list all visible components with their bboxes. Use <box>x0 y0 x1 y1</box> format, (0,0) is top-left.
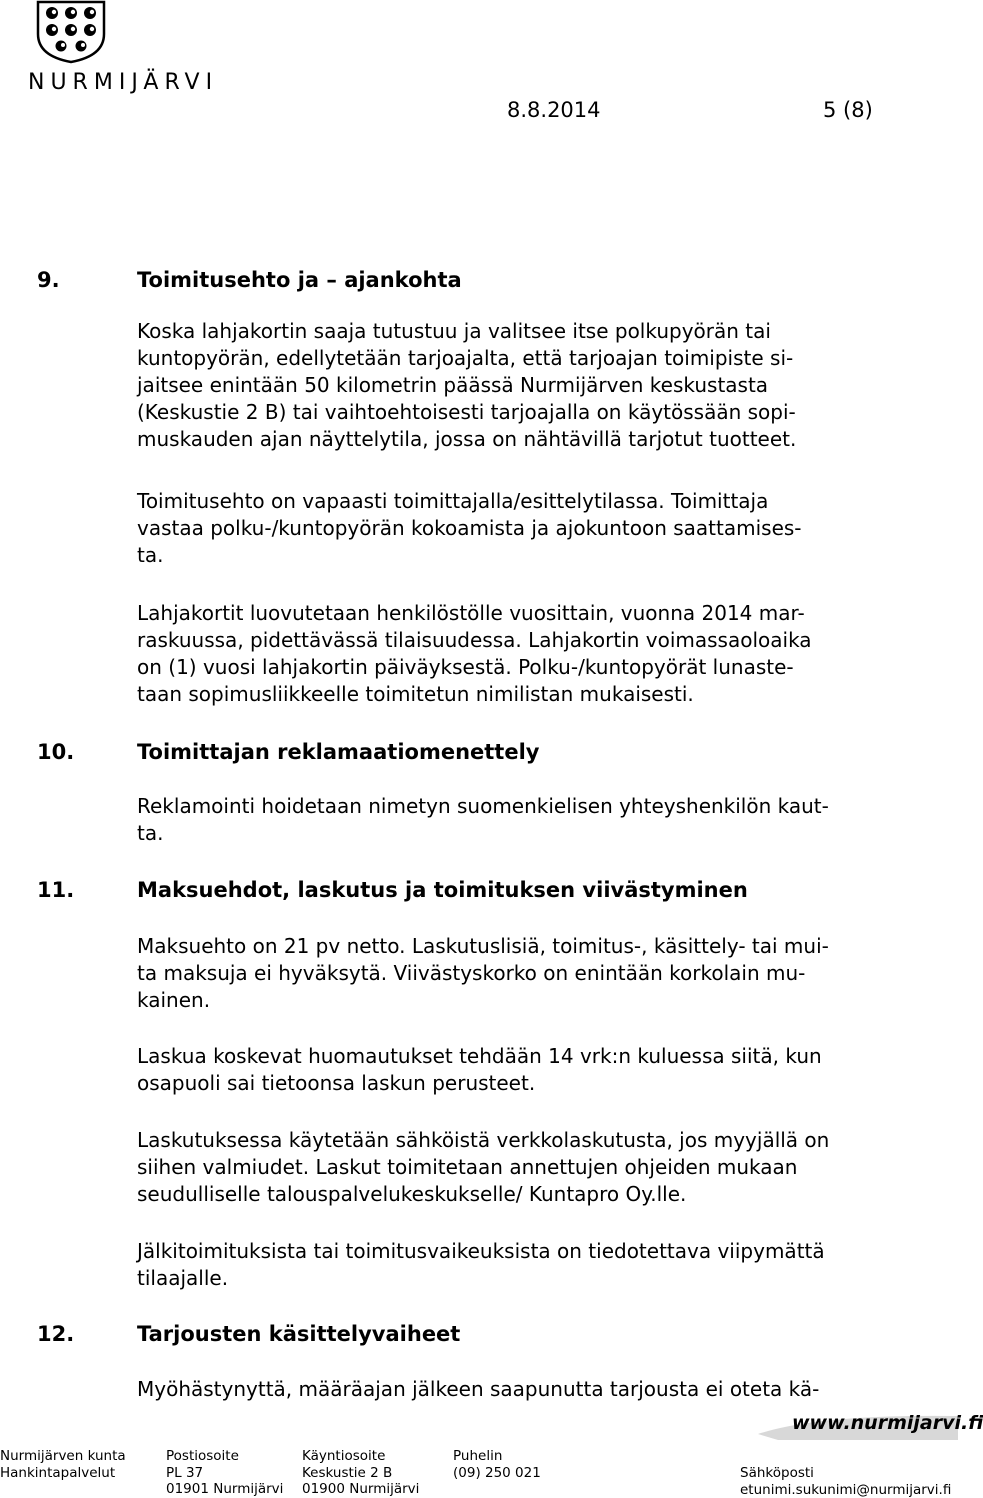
section-12-title: Tarjousten käsittelyvaiheet <box>137 1322 461 1346</box>
section-9-paragraph-3: Lahjakortit luovutetaan henkilöstölle vuosittain, vuonna 2014 mar- raskuussa, pidettävässä tilaisuudessa. Lahjakortin voimassaoloaika on (1) vuosi lahjakortin päiväyksestä. Polku-/kuntopyörät lunaste- taan sopimusliikkeelle toimitetun nimilistan mukaisesti. <box>137 601 812 706</box>
section-10-number: 10. <box>37 740 75 764</box>
section-11-paragraph-3: Laskutuksessa käytetään sähköistä verkkolaskutusta, jos myyjällä on siihen valmiudet. Laskut toimitetaan annettujen ohjeiden mukaan seudulliselle talouspalvelukeskukselle/ Kuntapro Oy.lle. <box>137 1128 830 1206</box>
section-9-number: 9. <box>37 268 60 292</box>
coat-of-arms-icon <box>34 0 108 64</box>
footer-visiting-address: Käyntiosoite Keskustie 2 B 01900 Nurmijärvi <box>302 1448 420 1497</box>
brand-wordmark: NURMIJÄRVI <box>28 70 219 95</box>
footer-postal-address: Postiosoite PL 37 01901 Nurmijärvi <box>166 1448 284 1497</box>
document-date: 8.8.2014 <box>507 98 601 122</box>
nurmijarvi-logo <box>28 0 258 100</box>
section-9-title: Toimitusehto ja – ajankohta <box>137 268 462 292</box>
section-11-paragraph-2: Laskua koskevat huomautukset tehdään 14 vrk:n kuluessa siitä, kun osapuoli sai tietoonsa laskun perusteet. <box>137 1044 822 1095</box>
section-10-paragraph-1: Reklamointi hoidetaan nimetyn suomenkielisen yhteyshenkilön kaut- ta. <box>137 794 829 845</box>
section-11-number: 11. <box>37 878 75 902</box>
footer-phone: Puhelin (09) 250 021 <box>453 1448 541 1481</box>
section-9-paragraph-1: Koska lahjakortin saaja tutustuu ja valitsee itse polkupyörän tai kuntopyörän, edellytetään tarjoajalta, että tarjoajan toimipiste si- jaitsee enintään 50 kilometrin päässä Nurmijärven keskustasta (Keskustie 2 B) tai vaihtoehtoisesti tarjoajalla on käytössään sopi- muskauden ajan näyttelytila, jossa on nähtävillä tarjotut tuotteet. <box>137 319 797 451</box>
section-9-paragraph-2: Toimitusehto on vapaasti toimittajalla/esittelytilassa. Toimittaja vastaa polku-/kuntopyörän kokoamista ja ajokuntoon saattamises- ta. <box>137 489 802 567</box>
footer-email: Sähköposti etunimi.sukunimi@nurmijarvi.fi <box>740 1465 952 1498</box>
footer-organization: Nurmijärven kunta Hankintapalvelut <box>0 1448 126 1481</box>
website-link[interactable]: www.nurmijarvi.fi <box>792 1412 983 1434</box>
section-10-title: Toimittajan reklamaatiomenettely <box>137 740 540 764</box>
section-11-paragraph-4: Jälkitoimituksista tai toimitusvaikeuksista on tiedotettava viipymättä tilaajalle. <box>137 1239 825 1290</box>
section-12-paragraph-1: Myöhästynyttä, määräajan jälkeen saapunutta tarjousta ei oteta kä- <box>137 1377 820 1401</box>
section-11-title: Maksuehdot, laskutus ja toimituksen viivästyminen <box>137 878 748 902</box>
section-11-paragraph-1: Maksuehto on 21 pv netto. Laskutuslisiä, toimitus-, käsittely- tai mui- ta maksuja ei hyväksytä. Viivästyskorko on enintään korkolain mu- kainen. <box>137 934 829 1012</box>
section-12-number: 12. <box>37 1322 75 1346</box>
footer-website <box>758 1410 983 1442</box>
page-number: 5 (8) <box>823 98 873 122</box>
